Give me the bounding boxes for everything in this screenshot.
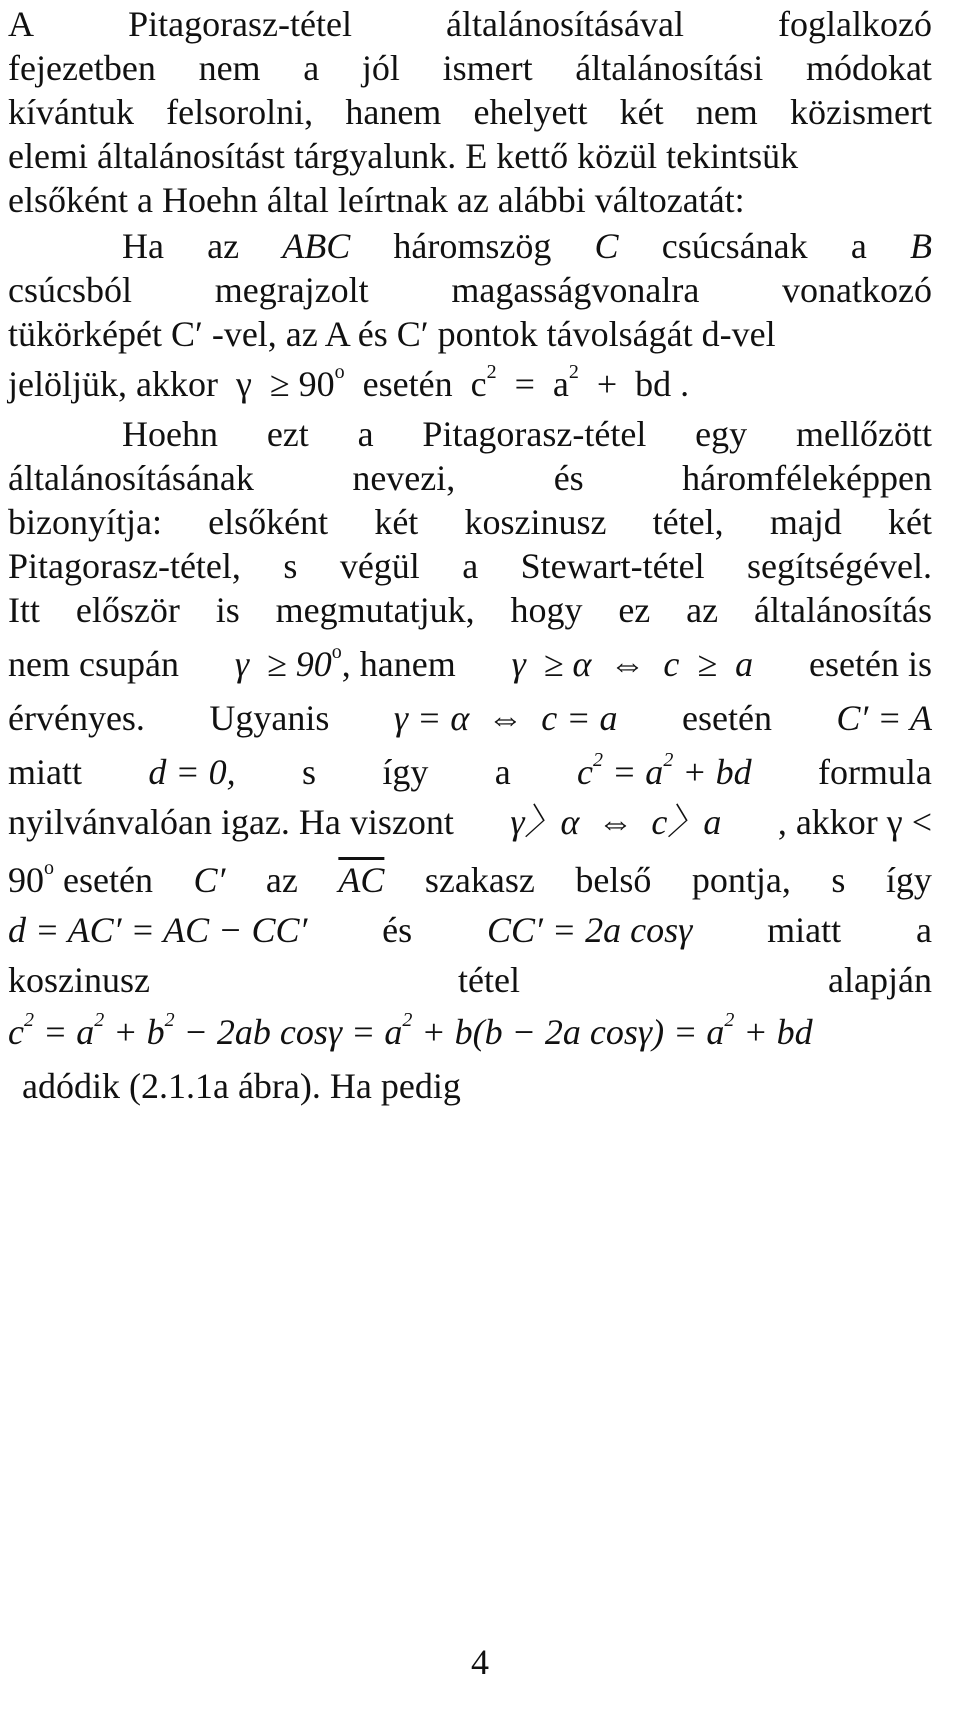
formula-part: γ = α ⇔ c = a: [393, 698, 618, 738]
word: is: [215, 590, 240, 630]
word: foglalkozó: [778, 4, 932, 44]
formula-part: jelöljük, akkor γ ≥ 90: [8, 364, 335, 404]
text-line-14: [8, 588, 932, 632]
text-part: formula: [817, 752, 932, 792]
text-line-3: [8, 90, 932, 134]
exponent: 2: [23, 1009, 34, 1031]
page-number: 4: [471, 1642, 489, 1682]
text-line-12: [8, 500, 932, 544]
word: két: [888, 502, 932, 542]
formula-part: c: [8, 1012, 24, 1052]
text-part: s: [301, 752, 316, 792]
word: tétel: [458, 960, 520, 1000]
word: Stewart-tétel: [520, 546, 705, 586]
word: általánosítási: [575, 48, 764, 88]
word: Ha: [122, 226, 164, 266]
word: a: [303, 48, 320, 88]
word: az: [686, 590, 719, 630]
word: bizonyítja:: [8, 502, 162, 542]
word: pontja,: [691, 860, 791, 900]
exponent: 2: [94, 1009, 105, 1031]
exponent: 2: [724, 1009, 735, 1031]
word: és: [553, 458, 584, 498]
line-text: adódik (2.1.1a ábra). Ha pedig: [22, 1066, 461, 1106]
text-line-17: [8, 750, 932, 794]
text-line-8: [8, 312, 932, 356]
degree-mark: o: [331, 641, 342, 663]
word: általánosítás: [754, 590, 932, 630]
exponent: 2: [164, 1009, 175, 1031]
degree-mark: o: [334, 361, 345, 383]
text-line-5: [8, 178, 932, 222]
text-line-2: [8, 46, 932, 90]
text-part: miatt: [8, 752, 82, 792]
word: vonatkozó: [782, 270, 932, 310]
text-line-22: [8, 1010, 932, 1054]
formula-part: γ ≥ α ⇔ c ≥ a: [511, 644, 754, 684]
word: belső: [575, 860, 652, 900]
word: tétel,: [652, 502, 724, 542]
word: módokat: [805, 48, 932, 88]
segment-name: $\overline{AC}$: [338, 860, 385, 900]
text-part: így: [382, 752, 429, 792]
formula-part: c: [577, 752, 594, 792]
word: háromféleképpen: [682, 458, 932, 498]
text-part: esetén: [682, 698, 772, 738]
text-line-15: [8, 642, 932, 686]
word: általánosításával: [446, 4, 684, 44]
word: koszinusz: [8, 960, 150, 1000]
word: felsorolni,: [166, 92, 314, 132]
text-part: nem csupán: [8, 644, 179, 684]
line-text: elemi általánosítást tárgyalunk. E kettő közül tekintsük: [8, 136, 799, 176]
word: Pitagorasz-tétel: [422, 414, 647, 454]
formula-part: = a: [496, 364, 569, 404]
word: megrajzolt: [214, 270, 369, 310]
text-line-4: [8, 134, 932, 178]
formula-part: esetén c: [344, 364, 487, 404]
word: nevezi,: [352, 458, 456, 498]
text-part: , akkor γ <: [777, 802, 932, 842]
word: általánosításának: [8, 458, 254, 498]
word: nem: [198, 48, 261, 88]
word: végül: [339, 546, 420, 586]
word: koszinusz: [464, 502, 607, 542]
text-line-9: [8, 362, 932, 406]
word: ezt: [266, 414, 309, 454]
word: elsőként: [208, 502, 329, 542]
word: majd: [769, 502, 842, 542]
text-line-20: [8, 908, 932, 952]
word: ez: [618, 590, 651, 630]
text-part: nyilvánvalóan igaz. Ha viszont: [8, 802, 454, 842]
word: csúcsból: [8, 270, 132, 310]
word: alapján: [828, 960, 932, 1000]
text-line-11: [8, 456, 932, 500]
formula-part: + b(b − 2a cosγ) = a: [412, 1012, 725, 1052]
formula-part: CC′ = 2a cosγ: [486, 910, 693, 950]
formula-part: + bd: [734, 1012, 813, 1052]
formula-part: d = 0,: [148, 752, 236, 792]
word: magasságvonalra: [451, 270, 700, 310]
formula-part: γ〉α ⇔ c〉a: [510, 802, 722, 842]
word: Hoehn: [122, 414, 218, 454]
word: Itt: [8, 590, 40, 630]
word: először: [75, 590, 180, 630]
text-line-6: [122, 224, 932, 268]
exponent: 2: [568, 361, 579, 383]
text-part: a: [494, 752, 511, 792]
word: Pitagorasz-tétel,: [8, 546, 241, 586]
point-name: C′: [193, 860, 226, 900]
formula-part: γ ≥ 90: [234, 644, 332, 684]
word: ismert: [442, 48, 533, 88]
word: két: [374, 502, 419, 542]
text-line-19: [8, 858, 932, 902]
word: kívántuk: [8, 92, 134, 132]
word: csúcsának: [661, 226, 808, 266]
line-text: elsőként a Hoehn által leírtnak az alábbi változatát:: [8, 180, 745, 220]
formula-part: − 2ab cosγ = a: [174, 1012, 403, 1052]
line-text: tükörképét C′ -vel, az A és C′ pontok távolságát d-vel: [8, 314, 776, 354]
text-line-10: [122, 412, 932, 456]
word: segítségével.: [747, 546, 932, 586]
word: ehelyett: [473, 92, 588, 132]
word: s: [831, 860, 846, 900]
word: Pitagorasz-tétel: [128, 4, 352, 44]
text-part: 90: [8, 860, 44, 900]
exponent: 2: [486, 361, 497, 383]
text-line-7: [8, 268, 932, 312]
text-part: érvényes.: [8, 698, 145, 738]
text-part: Ugyanis: [209, 698, 330, 738]
exponent: 2: [593, 749, 604, 771]
word: nem: [695, 92, 758, 132]
word: a: [462, 546, 479, 586]
word: és: [382, 910, 413, 950]
word: A: [8, 4, 34, 44]
word: hogy: [510, 590, 583, 630]
text-part: esetén: [54, 860, 153, 900]
exponent: 2: [402, 1009, 413, 1031]
text-line-13: [8, 544, 932, 588]
formula-part: d = AC′ = AC − CC′: [8, 910, 308, 950]
word: mellőzött: [795, 414, 932, 454]
word: az: [207, 226, 240, 266]
word: jól: [361, 48, 400, 88]
word: a: [850, 226, 867, 266]
vertex-name: C: [594, 226, 619, 266]
triangle-name: ABC: [282, 226, 351, 266]
vertex-name: B: [909, 226, 932, 266]
text-part: , hanem: [341, 644, 456, 684]
word: egy: [695, 414, 748, 454]
word: a: [915, 910, 932, 950]
word: háromszög: [393, 226, 552, 266]
formula-part: + bd: [673, 752, 752, 792]
word: s: [283, 546, 298, 586]
degree-mark: o: [44, 857, 54, 879]
word: fejezetben: [8, 48, 156, 88]
text-part: esetén is: [809, 644, 932, 684]
formula-part: = a: [33, 1012, 95, 1052]
word: közismert: [789, 92, 932, 132]
word: hanem: [345, 92, 442, 132]
word: szakasz: [424, 860, 535, 900]
word: a: [357, 414, 374, 454]
word: megmutatjuk,: [275, 590, 475, 630]
text-line-18: [8, 800, 932, 844]
formula-part: C′ = A: [836, 698, 932, 738]
text-line-23: [22, 1064, 946, 1108]
word: az: [265, 860, 298, 900]
formula-part: + b: [104, 1012, 165, 1052]
word: miatt: [767, 910, 842, 950]
text-line-21: [8, 958, 932, 1002]
word: két: [619, 92, 664, 132]
text-line-16: [8, 696, 932, 740]
formula-part: = a: [603, 752, 664, 792]
word: így: [885, 860, 932, 900]
formula-part: + bd .: [578, 364, 690, 404]
text-line-1: [8, 2, 932, 46]
exponent: 2: [663, 749, 674, 771]
